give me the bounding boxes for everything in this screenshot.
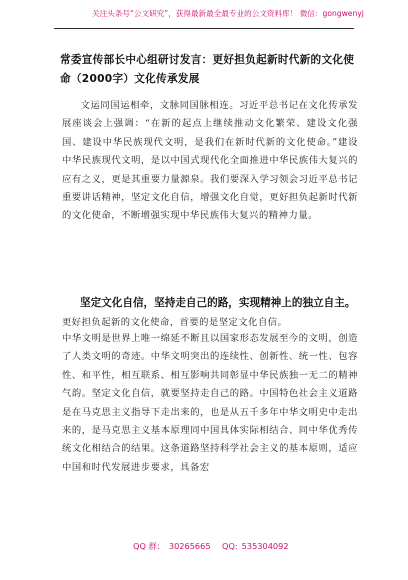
section-1-heading-block <box>62 294 358 332</box>
qq-group-label: QQ 群： <box>133 541 165 551</box>
header-divider <box>54 28 354 29</box>
paragraph-2: 中华文明是世界上唯一绵延不断且以国家形态发展至今的文明，创造了人类文明的奇迹。中华文明突出的连续性、创新性、统一性、包容性、和平性，相互联系、相互影响共同彰显中华民族独一无二的精神气韵。坚定文化自信，就要坚持走自己的路。中国特色社会主义道路是在马克思主义指导下走出来的，也是从五千多年中华文明史中走出来的，是马克思主义基本原理同中国具体实际相结合、同中华优秀传统文化相结合的结果。这条道路坚持科学社会主义的基本原则，适应中国和时代发展进步要求，具备宏 <box>62 333 358 473</box>
qq-number: 535304092 <box>241 541 289 551</box>
footer-qq <box>222 541 289 551</box>
qq-group-number: 30265665 <box>168 541 211 551</box>
section-1-heading: 坚定文化自信，坚持走自己的路，实现精神上的独立自主。 <box>80 297 356 309</box>
header-banner: 关注头条号“公文研究”，获得最新最全最专业的公文资料库！ 微信：gongwenyj <box>92 9 364 18</box>
section-1-heading-tail: 更好担负起新的文化使命，首要的是坚定文化自信。 <box>62 317 288 328</box>
qq-label: QQ: <box>222 541 238 551</box>
footer-contact <box>0 541 408 555</box>
paragraph-1: 文运同国运相牵，文脉同国脉相连。习近平总书记在文化传承发展座谈会上强调：“在新的起点上继续推动文化繁荣、建设文化强国、建设中华民族现代文明，是我们在新时代新的文化使命。”建设中华民族现代文明，是以中国式现代化全面推进中华民族伟大复兴的应有之义，更是其重要力量源泉。我们要深入学习领会习近平总书记重要讲话精神，坚定文化自信，增强文化自觉，更好担负起新时代新的文化使命，不断增强实现中华民族伟大复兴的精神力量。 <box>62 100 358 222</box>
document-title: 常委宣传部长中心组研讨发言：更好担负起新时代新的文化使命（2000字）文化传承发展 <box>60 54 355 85</box>
footer-qq-group <box>133 541 211 552</box>
